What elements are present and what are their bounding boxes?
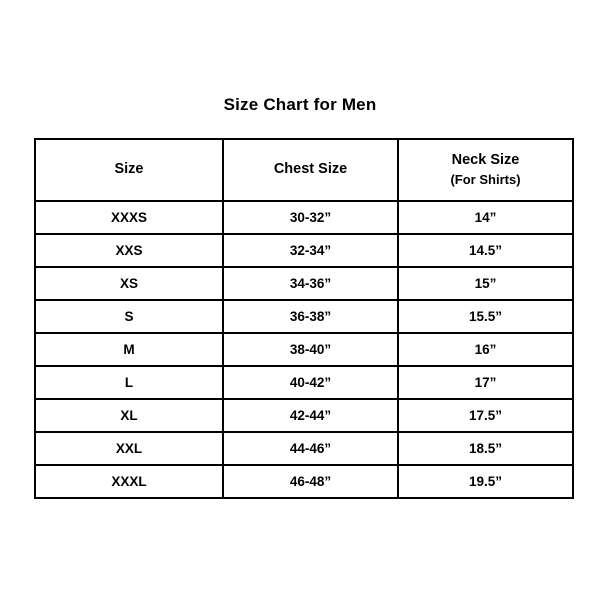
table-header	[35, 139, 573, 201]
table-header-row	[35, 139, 573, 201]
table-row	[35, 333, 573, 366]
cell-neck: 15”	[398, 267, 573, 300]
cell-size: L	[35, 366, 223, 399]
cell-chest: 44-46”	[223, 432, 398, 465]
cell-chest: 40-42”	[223, 366, 398, 399]
table-row	[35, 234, 573, 267]
column-header-chest-size-label: Chest Size	[273, 161, 348, 178]
cell-neck: 17”	[398, 366, 573, 399]
cell-neck: 19.5”	[398, 465, 573, 498]
cell-size: M	[35, 333, 223, 366]
page-title: Size Chart for Men	[223, 95, 377, 114]
table-row	[35, 399, 573, 432]
column-header-chest-size	[223, 139, 398, 201]
table-row	[35, 267, 573, 300]
cell-neck: 18.5”	[398, 432, 573, 465]
cell-chest: 46-48”	[223, 465, 398, 498]
table-row	[35, 366, 573, 399]
cell-chest: 36-38”	[223, 300, 398, 333]
size-chart-table	[34, 138, 574, 499]
cell-neck: 15.5”	[398, 300, 573, 333]
cell-size: XS	[35, 267, 223, 300]
cell-neck: 14”	[398, 201, 573, 234]
cell-neck: 17.5”	[398, 399, 573, 432]
cell-chest: 30-32”	[223, 201, 398, 234]
table-row	[35, 300, 573, 333]
cell-chest: 34-36”	[223, 267, 398, 300]
cell-neck: 14.5”	[398, 234, 573, 267]
table-row	[35, 201, 573, 234]
table-row	[35, 432, 573, 465]
column-header-size	[35, 139, 223, 201]
cell-size: XL	[35, 399, 223, 432]
cell-chest: 38-40”	[223, 333, 398, 366]
table-body	[35, 201, 573, 498]
table-row	[35, 465, 573, 498]
column-header-neck-size-label: Neck Size	[451, 152, 520, 169]
column-header-neck-size-sublabel: (For Shirts)	[450, 172, 521, 187]
column-header-size-label: Size	[114, 161, 144, 178]
cell-size: XXXS	[35, 201, 223, 234]
column-header-neck-size	[398, 139, 573, 201]
cell-size: XXXL	[35, 465, 223, 498]
size-chart-table-wrapper	[34, 138, 566, 499]
cell-neck: 16”	[398, 333, 573, 366]
cell-chest: 42-44”	[223, 399, 398, 432]
cell-size: XXS	[35, 234, 223, 267]
cell-chest: 32-34”	[223, 234, 398, 267]
cell-size: XXL	[35, 432, 223, 465]
cell-size: S	[35, 300, 223, 333]
